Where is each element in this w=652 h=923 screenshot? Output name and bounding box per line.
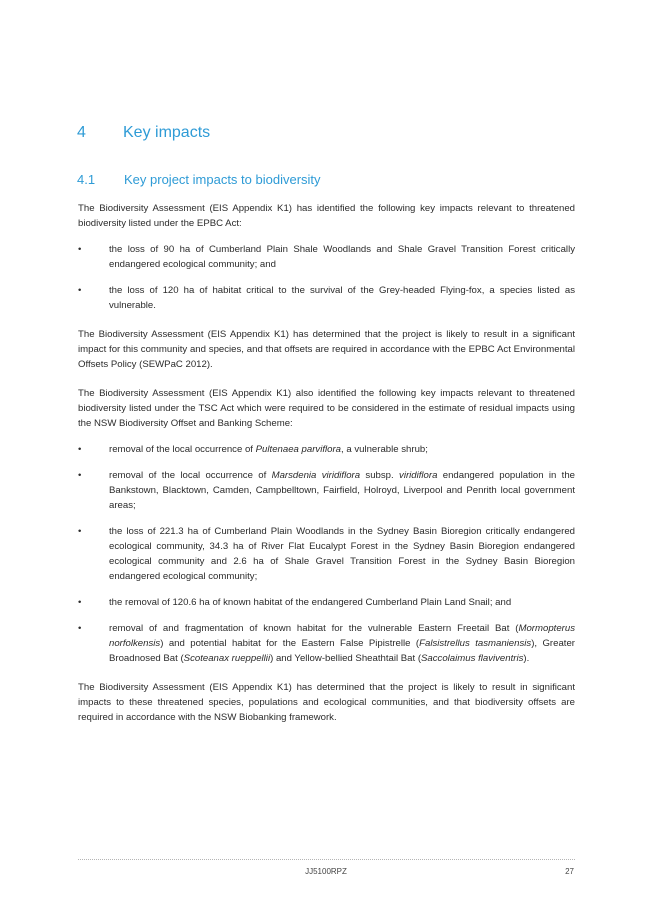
- paragraph-epbc-intro: The Biodiversity Assessment (EIS Appendix K1) has identified the following key impacts relevant to threatened biodiversity listed under the EPBC Act:: [78, 203, 575, 229]
- paragraph-tsc-determination: The Biodiversity Assessment (EIS Appendix K1) has determined that the project is likely to result in significant impacts to these threatened species, populations and ecological communities, and that biodiversity offsets are required in accordance with the NSW Biobanking framework.: [78, 682, 575, 723]
- subsection-number: 4.1: [77, 172, 96, 187]
- page-number: 27: [565, 867, 574, 876]
- section-heading: [77, 124, 210, 142]
- section-title: Key impacts: [123, 124, 211, 141]
- bullet-marker: •: [78, 526, 82, 537]
- bullet-marker: •: [78, 623, 82, 634]
- list-item: [78, 524, 575, 584]
- list-item: [78, 283, 575, 313]
- list-item-text: the loss of 120 ha of habitat critical to the survival of the Grey-headed Flying-fox, a species listed as vulnerable.: [109, 285, 575, 311]
- list-item: [78, 621, 575, 666]
- bullet-marker: •: [78, 470, 82, 481]
- list-item: [78, 242, 575, 272]
- footer-document-code: JJ5100RPZ: [305, 867, 347, 876]
- subsection-heading: [77, 172, 321, 187]
- list-item-text: the loss of 221.3 ha of Cumberland Plain Woodlands in the Sydney Basin Bioregion critically endangered ecological community, 34.3 ha of River Flat Eucalypt Forest in the Sydney Basin Bioregion endangered ecological community and 2.6 ha of Shale Gravel Transition Forest in the Sydney Basin Bioregion endangered ecological community;: [109, 526, 575, 582]
- bullet-marker: •: [78, 597, 82, 608]
- bullet-marker: •: [78, 444, 82, 455]
- list-item: [78, 595, 575, 610]
- list-item: [78, 468, 575, 513]
- list-item-text: removal of the local occurrence of Marsdenia viridiflora subsp. viridiflora endangered population in the Bankstown, Blacktown, Camden, Campbelltown, Fairfield, Holroyd, Liverpool and Penrith local government areas;: [109, 470, 575, 511]
- bullet-marker: •: [78, 244, 82, 255]
- subsection-title: Key project impacts to biodiversity: [124, 172, 321, 187]
- body-text: [78, 201, 575, 725]
- list-item-text: removal of and fragmentation of known habitat for the vulnerable Eastern Freetail Bat (Mormopterus norfolkensis) and potential habitat for the Eastern False Pipistrelle (Falsistrellus tasmaniensis), Greater Broadnosed Bat (Scoteanax rueppellii) and Yellow-bellied Sheathtail Bat (Saccolaimus flaviventris).: [109, 623, 575, 664]
- footer-divider: [78, 859, 575, 860]
- bullet-marker: •: [78, 285, 82, 296]
- list-item-text: the removal of 120.6 ha of known habitat of the endangered Cumberland Plain Land Snail; and: [109, 597, 512, 608]
- list-item-text: removal of the local occurrence of Pultenaea parviflora, a vulnerable shrub;: [109, 444, 428, 455]
- section-number: 4: [77, 124, 86, 141]
- paragraph-epbc-determination: The Biodiversity Assessment (EIS Appendix K1) has determined that the project is likely to result in a significant impact for this community and species, and that offsets are required in accordance with the EPBC Act Environmental Offsets Policy (SEWPaC 2012).: [78, 329, 575, 370]
- list-item-text: the loss of 90 ha of Cumberland Plain Shale Woodlands and Shale Gravel Transition Forest critically endangered ecological community; and: [109, 244, 575, 270]
- paragraph-tsc-intro: The Biodiversity Assessment (EIS Appendix K1) also identified the following key impacts relevant to threatened biodiversity listed under the TSC Act which were required to be considered in the estimate of residual impacts using the NSW Biodiversity Offset and Banking Scheme:: [78, 388, 575, 429]
- list-item: [78, 442, 575, 457]
